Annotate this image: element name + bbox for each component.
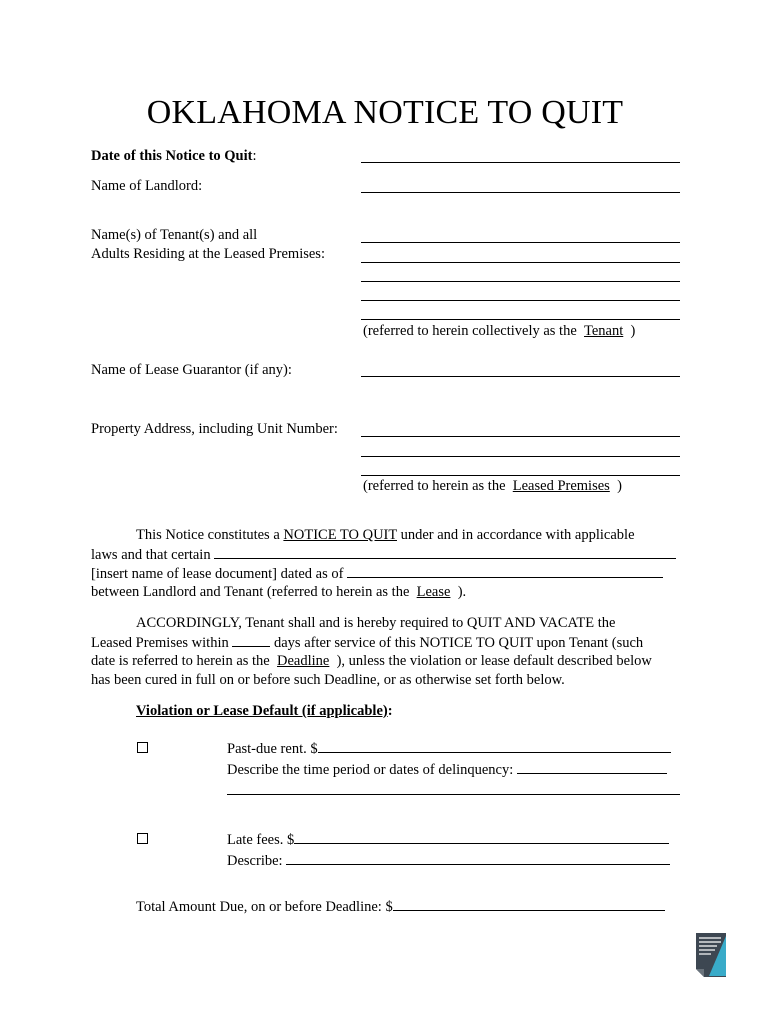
total-row <box>136 897 665 917</box>
rent-row <box>227 739 671 759</box>
premises-ref-prefix: (referred to herein as the <box>363 478 506 494</box>
rent-label: Past-due rent. $ <box>227 741 318 757</box>
notice-paragraph-line2 <box>91 545 676 565</box>
notice-paragraph-line3 <box>91 564 663 584</box>
fees-describe-label: Describe: <box>227 853 283 869</box>
date-label: Date of this Notice to Quit <box>91 148 253 164</box>
p1-line4-prefix: between Landlord and Tenant (referred to herein as the <box>91 584 410 600</box>
lease-document-field[interactable] <box>214 545 676 559</box>
rent-describe-label: Describe the time period or dates of delinquency: <box>227 762 514 778</box>
p1-line2-text: laws and that certain <box>91 547 211 563</box>
guarantor-field[interactable] <box>361 376 680 377</box>
fees-amount-field[interactable] <box>294 830 669 844</box>
date-label-row <box>91 147 257 165</box>
tenant-ref-suffix: ) <box>630 323 636 339</box>
violation-heading-text: Violation or Lease Default (if applicable) <box>136 703 388 719</box>
date-field[interactable] <box>361 162 680 163</box>
rent-amount-field[interactable] <box>318 739 671 753</box>
tenant-field-2[interactable] <box>361 262 680 263</box>
landlord-field[interactable] <box>361 192 680 193</box>
page-title: OKLAHOMA NOTICE TO QUIT <box>146 94 624 131</box>
accordingly-line4: has been cured in full on or before such Deadline, or as otherwise set forth below. <box>91 672 565 688</box>
tenants-label-line1: Name(s) of Tenant(s) and all <box>91 227 258 243</box>
guarantor-label: Name of Lease Guarantor (if any): <box>91 362 292 378</box>
checkbox-icon[interactable] <box>137 833 148 844</box>
fees-describe-row <box>227 851 670 871</box>
tenant-ref-prefix: (referred to herein collectively as the <box>363 323 577 339</box>
tenant-field-4[interactable] <box>361 300 680 301</box>
tenants-label-line2: Adults Residing at the Leased Premises: <box>91 246 325 262</box>
days-field[interactable] <box>232 633 270 647</box>
p2-line3-prefix: date is referred to herein as the <box>91 653 270 669</box>
accordingly-line2 <box>91 633 643 653</box>
lease-date-field[interactable] <box>347 564 663 578</box>
tenant-field-5[interactable] <box>361 319 680 320</box>
rent-describe-field[interactable] <box>517 760 667 774</box>
document-logo-icon <box>695 932 727 978</box>
rent-describe-row <box>227 760 667 780</box>
notice-paragraph-line1 <box>136 526 635 545</box>
accordingly-line1: ACCORDINGLY, Tenant shall and is hereby required to QUIT AND VACATE the <box>136 615 616 631</box>
p1-line4-suffix: ). <box>457 584 467 600</box>
p1-line3-text: [insert name of lease document] dated as of <box>91 566 344 582</box>
fees-row <box>227 830 669 850</box>
total-label: Total Amount Due, on or before Deadline: $ <box>136 899 393 915</box>
checkbox-icon[interactable] <box>137 742 148 753</box>
date-colon: : <box>252 148 257 164</box>
total-amount-field[interactable] <box>393 897 665 911</box>
property-field-2[interactable] <box>361 456 680 457</box>
premises-reference <box>363 477 622 495</box>
tenant-field-1[interactable] <box>361 242 680 243</box>
violation-heading-colon: : <box>387 703 393 719</box>
fees-describe-field[interactable] <box>286 851 670 865</box>
notice-paragraph-line4 <box>91 583 466 602</box>
property-field-3[interactable] <box>361 475 680 476</box>
p2-line3-suffix: ), unless the violation or lease default described below <box>336 653 652 669</box>
notice-to-quit-term: NOTICE TO QUIT <box>283 527 397 543</box>
p1-prefix: This Notice constitutes a <box>136 527 280 543</box>
fees-label: Late fees. $ <box>227 832 295 848</box>
accordingly-line3 <box>91 652 652 671</box>
property-label: Property Address, including Unit Number: <box>91 421 338 437</box>
premises-ref-suffix: ) <box>617 478 622 494</box>
tenant-field-3[interactable] <box>361 281 680 282</box>
violation-heading <box>136 702 393 721</box>
tenant-ref-term: Tenant <box>584 323 624 339</box>
deadline-term: Deadline <box>277 653 330 669</box>
p1-suffix: under and in accordance with applicable <box>400 527 635 543</box>
property-field-1[interactable] <box>361 436 680 437</box>
landlord-label: Name of Landlord: <box>91 178 203 194</box>
premises-ref-term: Leased Premises <box>512 478 610 494</box>
p2-line2-prefix: Leased Premises within <box>91 635 229 651</box>
rent-describe-field-2[interactable] <box>227 794 680 795</box>
tenant-reference <box>363 322 635 340</box>
p2-line2-suffix: days after service of this NOTICE TO QUIT upon Tenant (such <box>273 635 644 651</box>
lease-term: Lease <box>416 584 451 600</box>
